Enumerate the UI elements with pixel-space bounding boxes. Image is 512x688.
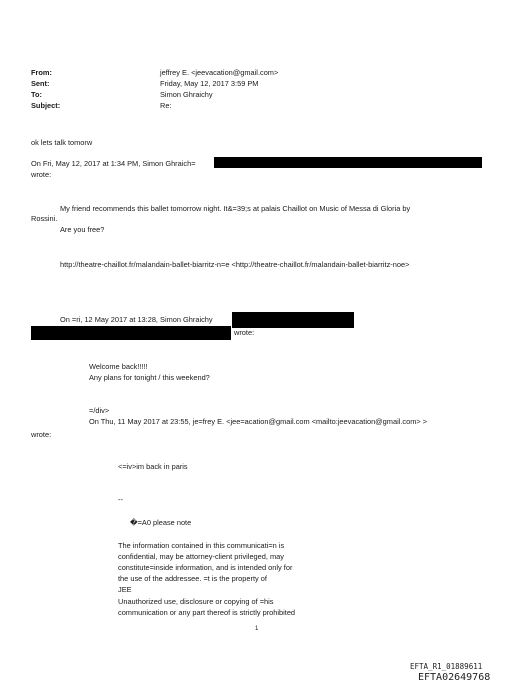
disclaimer-line: the use of the addressee. =t is the property of [118,574,267,583]
from-value: jeffrey E. <jeevacation@gmail.com> [160,68,279,77]
quote3-wrote: wrote: [31,430,52,439]
plans-text: Any plans for tonight / this weekend? [89,373,210,382]
disclaimer-line: JEE [118,585,132,594]
back-in-paris-text: <=iv>im back in paris [118,462,188,471]
redaction-block [214,157,482,168]
quote3-header: On Thu, 11 May 2017 at 23:55, je=frey E. <jee=acation@gmail.com <mailto:jeevacation@gmail.com> > [89,417,428,426]
ballet-link[interactable]: http://theatre-chaillot.fr/malandain-ballet-biarritz-n=e <http://theatre-chaillot.fr/malandain-ballet-biarritz-noe> [60,260,410,269]
quote2-header: On =ri, 12 May 2017 at 13:28, Simon Ghraichy [60,315,213,324]
quote1-header: On Fri, May 12, 2017 at 1:34 PM, Simon Ghraich= [31,159,196,168]
from-label: From: [31,68,52,77]
div-close-text: =/div> [89,406,110,415]
message-line: My friend recommends this ballet tomorrow night. It&=39;s at palais Chaillot on Music of Messa di Gloria by [60,204,411,213]
redaction-block [232,312,354,328]
to-value: Simon Ghraichy [160,90,213,99]
efta-id-large: EFTA02649768 [418,672,491,683]
message-line: Are you free? [60,225,105,234]
efta-id-small: EFTA_R1_01889611 [410,662,483,671]
message-line: Rossini. [31,214,58,223]
replacement-char-icon: � [130,518,138,527]
signature-dashes: -- [118,495,123,504]
sent-label: Sent: [31,79,50,88]
disclaimer-line: communication or any part thereof is strictly prohibited [118,608,296,617]
to-label: To: [31,90,42,99]
subject-value: Re: [160,101,172,110]
please-note-text: �=A0 please note [130,518,192,527]
quote1-wrote: wrote: [31,170,52,179]
redaction-block [31,326,231,340]
quote2-wrote: wrote: [234,328,255,337]
sent-value: Friday, May 12, 2017 3:59 PM [160,79,259,88]
subject-label: Subject: [31,101,61,110]
disclaimer-line: constitute=inside information, and is intended only for [118,563,293,572]
welcome-text: Welcome back!!!!! [89,362,148,371]
disclaimer-line: confidential, may be attorney-client privileged, may [118,552,284,561]
disclaimer-line: The information contained in this communicati=n is [118,541,285,550]
disclaimer-line: Unauthorized use, disclosure or copying of =his [118,597,274,606]
reply-text: ok lets talk tomorw [31,138,93,147]
page-number: 1 [255,626,259,632]
